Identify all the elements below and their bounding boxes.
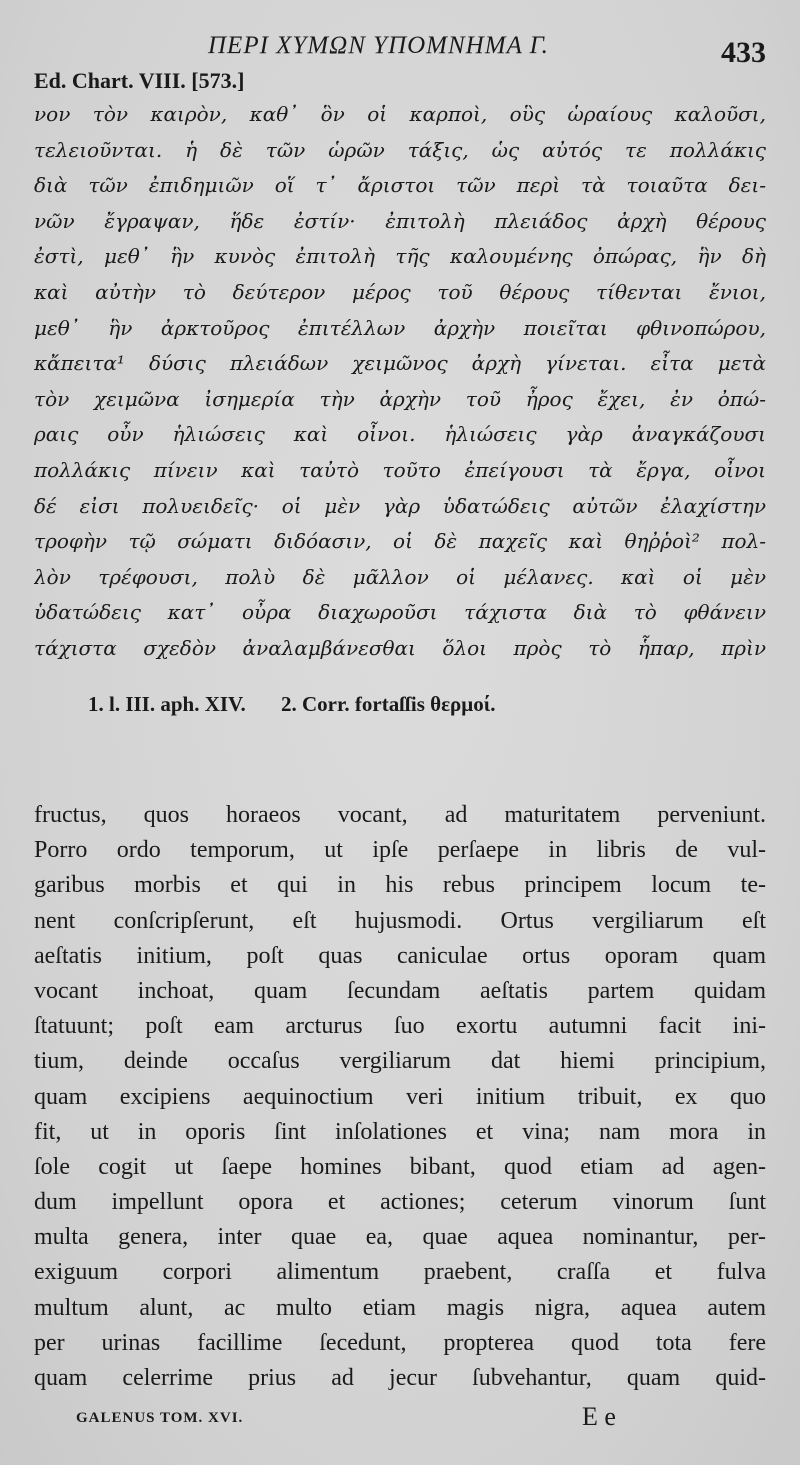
latin-line: ſtatuunt; poſt eam arcturus ſuo exortu autumni facit ini- [34, 1013, 766, 1040]
footnote-2: 2. Corr. fortaſſis θερμοί. [281, 692, 496, 716]
greek-line: τελειοῦνται. ἡ δὲ τῶν ὡρῶν τάξις, ὡς αὐτός τε πολλάκις [34, 137, 766, 162]
greek-line: τροφὴν τῷ σώματι διδόασιν, οἱ δὲ παχεῖς καὶ θηῤῥοὶ² πολ- [34, 529, 766, 554]
latin-line: fit, ut in oporis ſint inſolationes et vina; nam mora in [34, 1118, 766, 1145]
greek-line: λὸν τρέφουσι, πολὺ δὲ μᾶλλον οἱ μέλανες. καὶ οἱ μὲν [34, 564, 766, 589]
greek-line: καὶ αὐτὴν τὸ δεύτερον μέρος τοῦ θέρους τίθενται ἔνιοι, [34, 279, 766, 304]
latin-line: tium, deinde occaſus vergiliarum dat hiemi principium, [34, 1048, 766, 1075]
latin-line: garibus morbis et qui in his rebus principem locum te- [34, 872, 766, 899]
page-number: 433 [721, 36, 766, 69]
greek-line: πολλάκις πίνειν καὶ ταὐτὸ τοῦτο ἐπείγουσι τὰ ἔργα, οἶνοι [34, 457, 766, 482]
latin-line: dum impellunt opora et actiones; ceterum vinorum ſunt [34, 1189, 766, 1216]
greek-line: μεθ᾽ ἣν ἀρκτοῦρος ἐπιτέλλων ἀρχὴν ποιεῖται φθινοπώρου, [34, 315, 766, 340]
latin-line: multum alunt, ac multo etiam magis nigra, aquea autem [34, 1294, 766, 1321]
greek-text-block [34, 97, 766, 667]
latin-line: per urinas facillime ſecedunt, propterea quod tota fere [34, 1329, 766, 1356]
greek-line: ραις οὖν ἡλιώσεις καὶ οἶνοι. ἡλιώσεις γὰρ ἀναγκάζουσι [34, 422, 766, 447]
footnotes [88, 692, 495, 717]
latin-line: aeſtatis initium, poſt quas caniculae ortus oporam quam [34, 942, 766, 969]
signature-mark: E e [582, 1402, 616, 1431]
latin-line: ſole cogit ut ſaepe homines bibant, quod etiam ad agen- [34, 1153, 766, 1180]
latin-line: Porro ordo temporum, ut ipſe perſaepe in libris de vul- [34, 837, 766, 864]
latin-line: multa genera, inter quae ea, quae aquea nominantur, per- [34, 1224, 766, 1251]
latin-line: quam excipiens aequinoctium veri initium tribuit, ex quo [34, 1083, 766, 1110]
latin-text-block [34, 798, 766, 1396]
footnote-1: 1. l. III. aph. XIV. [88, 692, 246, 716]
greek-line: ὑδατώδεις κατ᾽ οὖρα διαχωροῦσι τάχιστα διὰ τὸ φθάνειν [34, 600, 766, 625]
greek-line: νον τὸν καιρὸν, καθ᾽ ὃν οἱ καρποὶ, οὓς ὡραίους καλοῦσι, [34, 102, 766, 126]
latin-line: vocant inchoat, quam ſecundam aeſtatis partem quidam [34, 977, 766, 1004]
greek-line: κἄπειτα¹ δύσις πλειάδων χειμῶνος ἀρχὴ γίνεται. εἶτα μετὰ [34, 351, 766, 376]
greek-line: τὸν χειμῶνα ἰσημερία τὴν ἀρχὴν τοῦ ἦρος ἔχει, ἐν ὀπώ- [34, 386, 766, 411]
printer-signature: GALENUS TOM. XVI. [76, 1410, 244, 1426]
greek-line: διὰ τῶν ἐπιδημιῶν οἵ τ᾽ ἄριστοι τῶν περὶ τὰ τοιαῦτα δει- [34, 173, 766, 198]
latin-line: fructus, quos horaeos vocant, ad maturitatem perveniunt. [34, 802, 766, 828]
latin-line: nent conſcripſerunt, eſt hujusmodi. Ortus vergiliarum eſt [34, 907, 766, 934]
greek-line: ἐστὶ, μεθ᾽ ἣν κυνὸς ἐπιτολὴ τῆς καλουμένης ὀπώρας, ἣν δὴ [34, 244, 766, 269]
greek-line: νῶν ἔγραψαν, ἥδε ἐστίν· ἐπιτολὴ πλειάδος ἀρχὴ θέρους [34, 208, 766, 233]
latin-line: quam celerrime prius ad jecur ſubvehantur, quam quid- [34, 1365, 766, 1391]
greek-line: τάχιστα σχεδὸν ἀναλαμβάνεσθαι ὅλοι πρὸς τὸ ἧπαρ, πρὶν [34, 635, 766, 660]
edition-reference: Ed. Chart. VIII. [573.] [34, 68, 245, 93]
running-head [0, 30, 800, 70]
running-title: ΠΕΡΙ ΧΥΜΩΝ ΥΠΟΜΝΗΜΑ Γ. [208, 32, 549, 59]
greek-line: δέ εἰσι πολυειδεῖς· οἱ μὲν γὰρ ὑδατώδεις αὐτῶν ἐλαχίστην [34, 493, 766, 518]
latin-line: exiguum corpori alimentum praebent, craſſa et fulva [34, 1259, 766, 1286]
